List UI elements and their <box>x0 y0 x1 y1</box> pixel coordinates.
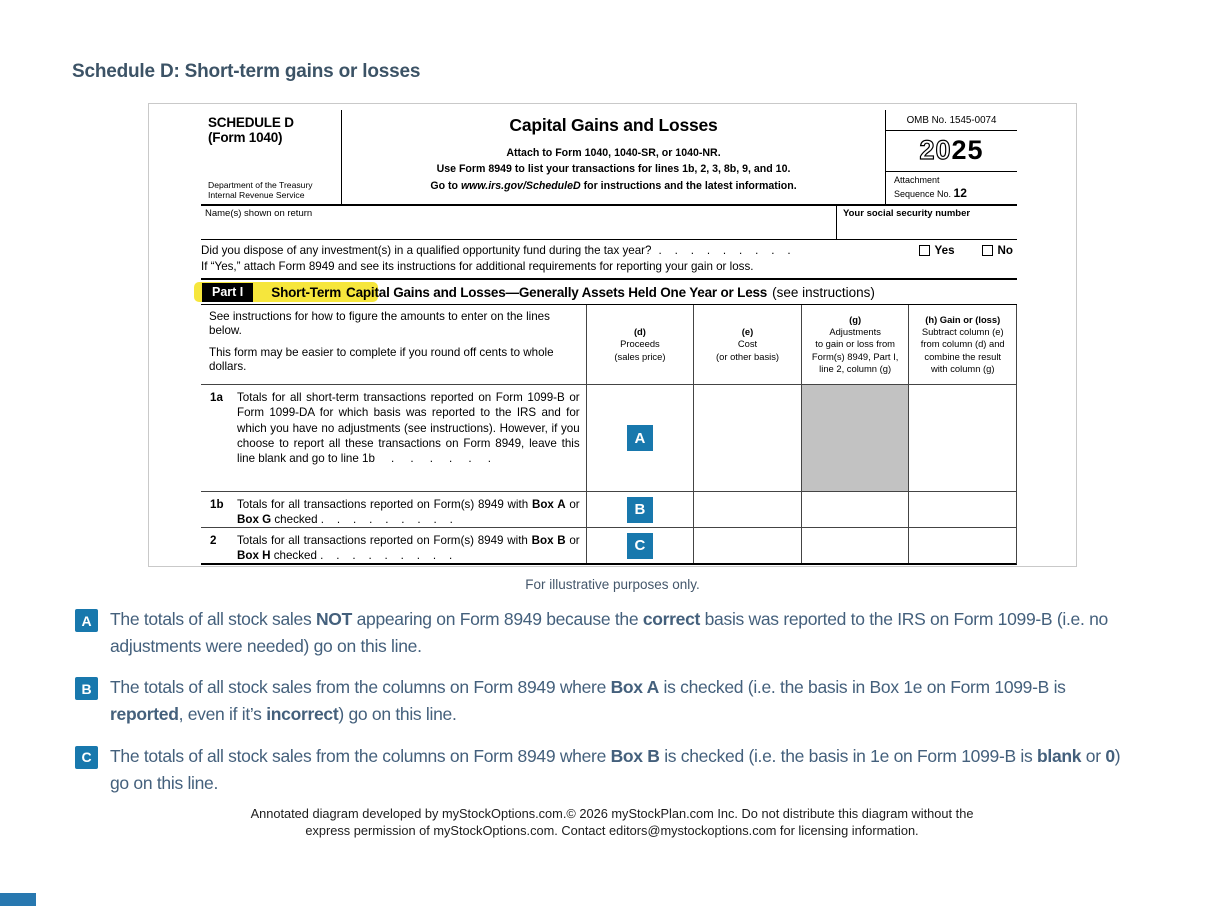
cell-1b-gain-loss[interactable] <box>908 492 1016 527</box>
attachment-label: Attachment <box>894 174 940 185</box>
annotations <box>75 606 1135 811</box>
line-1a-description: Totals for all short-term transactions reported on Form 1099-B or Form 1099-DA for which basis was reported to the IRS and for which you have no adjustments (see instructions). However, if you choose to report all these transactions on Form 8949, leave this line blank and go to line 1b . . . . . . <box>237 391 580 466</box>
marker-b: B <box>627 497 653 523</box>
annotation-badge-a: A <box>75 609 98 632</box>
table-row-1b <box>201 491 1016 527</box>
form-number-label: (Form 1040) <box>208 130 283 146</box>
no-label: No <box>997 244 1013 257</box>
form-header-right <box>886 110 1017 204</box>
line-number-2: 2 <box>210 534 217 547</box>
tax-year-solid: 25 <box>951 135 984 166</box>
annotation-b <box>75 674 1135 728</box>
cell-2-cost[interactable] <box>693 528 801 563</box>
line-number-1b: 1b <box>210 498 224 511</box>
cell-2-gain-loss[interactable] <box>908 528 1016 563</box>
column-header-g: (g) Adjustments to gain or loss from Form(s) 8949, Part I, line 2, column (g) <box>801 305 909 384</box>
sequence-number: 12 <box>953 186 967 201</box>
annotation-a <box>75 606 1135 660</box>
form-header-center <box>341 110 886 204</box>
line-1b-description: Totals for all transactions reported on Form(s) 8949 with Box A or Box G checked . . . . . . . . . <box>237 498 580 527</box>
page-title: Schedule D: Short-term gains or losses <box>72 61 421 82</box>
agency-line-2: Internal Revenue Service <box>208 190 305 201</box>
cell-1a-gain-loss[interactable] <box>908 385 1016 491</box>
column-header-e: (e) Cost (or other basis) <box>693 305 801 384</box>
annotation-b-text: The totals of all stock sales from the columns on Form 8949 where Box A is checked (i.e. the basis in Box 1e on Form 1099-B is reported, even if it’s incorrect) go on this line. <box>110 677 1066 725</box>
footer-line-1: Annotated diagram developed by myStockOptions.com.© 2026 myStockPlan.com Inc. Do not distribute this diagram without the <box>250 806 974 821</box>
table-row-1a <box>201 384 1016 491</box>
cell-1a-adjustments-shaded <box>801 385 909 491</box>
schedule-label: SCHEDULE D <box>208 115 294 130</box>
qof-question-text: Did you dispose of any investment(s) in a qualified opportunity fund during the tax year? <box>201 244 652 257</box>
bottom-left-accent-bar <box>0 893 36 906</box>
cell-2-proceeds[interactable] <box>586 528 694 563</box>
annotation-c <box>75 743 1135 797</box>
name-field[interactable]: Name(s) shown on return <box>205 208 313 219</box>
part-1-heading-bar <box>201 280 1017 305</box>
illustrative-note: For illustrative purposes only. <box>525 577 700 592</box>
part-1-see-instructions: (see instructions) <box>772 284 875 300</box>
table-header-row <box>201 305 1016 384</box>
schedule-d-form <box>148 103 1077 567</box>
omb-number: OMB No. 1545-0074 <box>886 110 1017 131</box>
cell-1b-adjustments[interactable] <box>801 492 909 527</box>
form-subtitle-3: Go to www.irs.gov/ScheduleD for instructions and the latest information. <box>430 179 797 192</box>
line-2-description: Totals for all transactions reported on Form(s) 8949 with Box B or Box H checked . . . . . . . . . <box>237 534 580 563</box>
short-term-table <box>201 305 1017 565</box>
attachment-sequence <box>886 171 1017 204</box>
part-1-badge: Part I <box>202 283 253 302</box>
form-title: Capital Gains and Losses <box>509 115 718 135</box>
form-header-left <box>201 110 341 204</box>
footer-line-2: express permission of myStockOptions.com. Contact editors@mystockoptions.com for licensing information. <box>305 823 919 839</box>
line-number-1a: 1a <box>210 391 223 404</box>
table-instructions <box>201 305 586 384</box>
tax-year-outline: 20 <box>919 135 952 166</box>
column-header-h: (h) Gain or (loss) Subtract column (e) from column (d) and combine the result with column (g) <box>908 305 1016 384</box>
cell-1a-proceeds[interactable] <box>586 385 694 491</box>
form-subtitle-2: Use Form 8949 to list your transactions for lines 1b, 2, 3, 8b, 9, and 10. <box>436 163 791 176</box>
marker-c: C <box>627 533 653 559</box>
yes-checkbox-group <box>919 244 955 257</box>
agency-line-1: Department of the Treasury <box>208 179 313 190</box>
table-row-2 <box>201 527 1016 563</box>
no-checkbox-group <box>982 244 1013 257</box>
cell-1b-proceeds[interactable] <box>586 492 694 527</box>
cell-2-adjustments[interactable] <box>801 528 909 563</box>
ssn-field[interactable]: Your social security number <box>836 206 1017 239</box>
cell-1a-cost[interactable] <box>693 385 801 491</box>
name-ssn-row <box>201 206 1017 240</box>
annotation-badge-c: C <box>75 746 98 769</box>
tax-year <box>886 131 1017 171</box>
dot-leader: . . . . . . . . . <box>658 244 791 257</box>
no-checkbox[interactable] <box>982 245 993 256</box>
form-header <box>201 110 1017 206</box>
sequence-label: Sequence No. <box>894 189 954 200</box>
column-header-d: (d) Proceeds (sales price) <box>586 305 694 384</box>
yes-label: Yes <box>934 244 955 257</box>
annotation-a-text: The totals of all stock sales NOT appearing on Form 8949 because the correct basis was reported to the IRS on Form 1099-B (i.e. no adjustments were needed) go on this line. <box>110 609 1108 657</box>
form-subtitle-1: Attach to Form 1040, 1040-SR, or 1040-NR. <box>506 147 721 159</box>
short-term-highlighted-text: Short-Term <box>271 284 342 300</box>
yes-checkbox[interactable] <box>919 245 930 256</box>
part-1-title: Capital Gains and Losses—Generally Assets Held One Year or Less <box>346 284 768 300</box>
qof-question <box>201 240 1017 280</box>
copyright-footer <box>0 805 1224 840</box>
cell-1b-cost[interactable] <box>693 492 801 527</box>
qof-question-note: If “Yes,” attach Form 8949 and see its instructions for additional requirements for reporting your gain or loss. <box>201 260 754 273</box>
marker-a: A <box>627 425 653 451</box>
table-instructions-1: See instructions for how to figure the amounts to enter on the lines below. <box>209 310 550 337</box>
annotation-badge-b: B <box>75 677 98 700</box>
annotation-c-text: The totals of all stock sales from the columns on Form 8949 where Box B is checked (i.e. the basis in 1e on Form 1099-B is blank or 0) go on this line. <box>110 745 1121 793</box>
table-instructions-2: This form may be easier to complete if you round off cents to whole dollars. <box>209 346 554 374</box>
